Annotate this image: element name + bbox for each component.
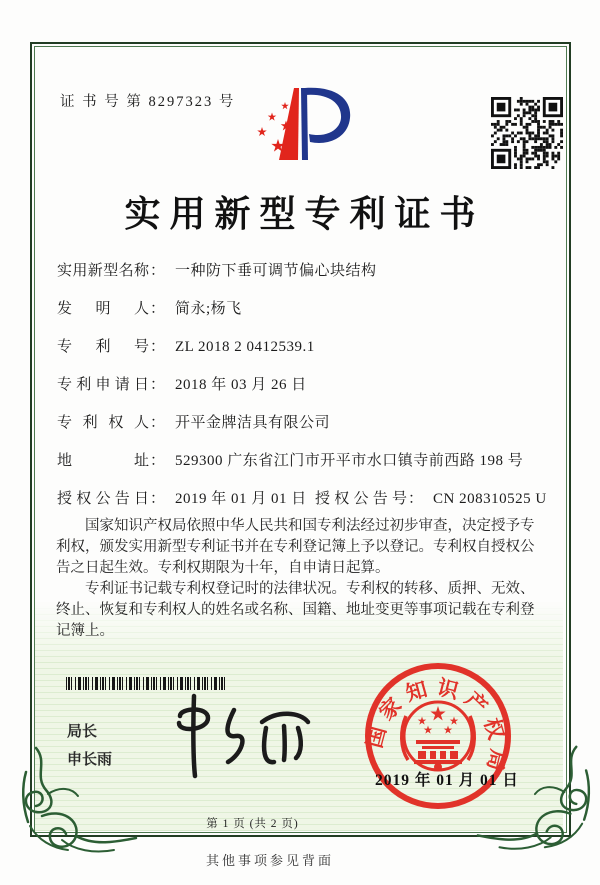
field-label: 专利号 [57,339,149,355]
certificate-title: 实用新型专利证书 [124,194,485,234]
field-value: 2019 年 01 月 01 日 [175,491,307,507]
seal-ring-text: 国家知识产权局 [362,675,511,780]
field-label: 授权公告日 [57,491,149,507]
field-value: 一种防下垂可调节偏心块结构 [175,263,377,279]
legal-text [56,516,548,642]
field-row-inventor: 发明人： 简永;杨飞 [57,297,557,319]
back-note: 其他事项参见背面 [205,853,334,868]
certificate-number: 证 书 号 第 8297323 号 [60,94,236,110]
field-row-patentee: 专利权人： 开平金牌洁具有限公司 [57,411,557,433]
field-row-filing-date: 专利申请日： 2018 年 03 月 26 日 [57,373,557,395]
field-row-patent-no: 专利号： ZL 2018 2 0412539.1 [57,335,557,357]
corner-ornament-icon [468,738,594,860]
field-value: 2018 年 03 月 26 日 [175,377,307,393]
field-label: 授权公告号 [315,491,407,507]
field-label: 实用新型名称 [57,263,149,279]
seal-date: 2019 年 01 月 01 日 [375,772,519,789]
legal-paragraph-2: 专利证书记载专利权登记时的法律状况。专利权的转移、质押、无效、终止、恢复和专利权人的姓名或名称、国籍、地址变更等事项记载在专利登记簿上。 [56,581,535,639]
field-value: 开平金牌洁具有限公司 [175,415,331,431]
field-value: 529300 广东省江门市开平市水口镇寺前西路 198 号 [175,453,524,469]
qr-code-icon [491,97,563,169]
signer-name: 申长雨 [67,751,113,768]
field-row-name: 实用新型名称： 一种防下垂可调节偏心块结构 [57,259,557,281]
corner-ornament-icon [18,742,146,860]
field-row-grant: 授权公告日： 2019 年 01 月 01 日 授权公告号： CN 208310525 U [57,487,557,509]
cnipa-logo-icon [242,76,364,182]
field-value: CN 208310525 U [433,491,547,507]
page-number: 第 1 页 (共 2 页) [206,818,299,830]
signature-icon [162,688,312,788]
field-label: 地址 [57,453,149,469]
signer-title: 局长 [67,723,98,740]
field-label: 专利申请日 [57,377,149,393]
legal-paragraph-1: 国家知识产权局依照中华人民共和国专利法经过初步审查，决定授予专利权，颁发实用新型专利证书并在专利登记簿上予以登记。专利权自授权公告之日起生效。专利权期限为十年，自申请日起算。 [56,518,535,576]
field-row-address: 地址： 529300 广东省江门市开平市水口镇寺前西路 198 号 [57,449,557,471]
field-label: 发明人 [57,301,149,317]
national-emblem [402,702,475,771]
field-value: 简永;杨飞 [175,301,242,317]
field-value: ZL 2018 2 0412539.1 [175,339,315,355]
field-label: 专利权人 [57,415,149,431]
